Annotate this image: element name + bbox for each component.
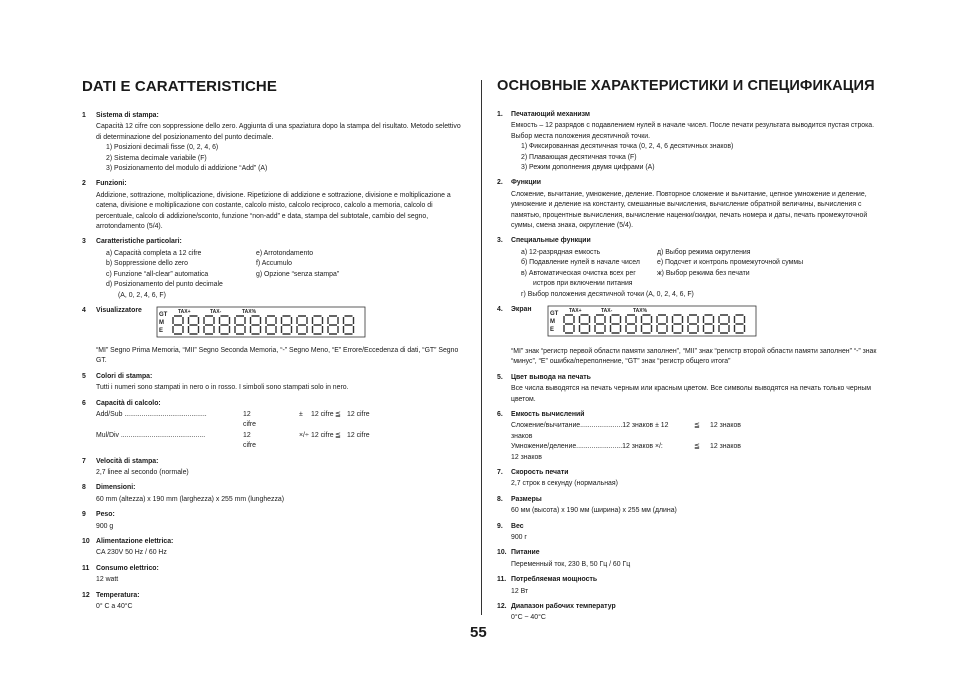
section-text: 60 mm (altezza) x 190 mm (larghezza) x 255 mm (lunghezza) xyxy=(96,495,285,503)
lcd-digit xyxy=(735,315,745,333)
page-number: 55 xyxy=(470,624,487,641)
section-title: Функции xyxy=(511,179,542,187)
section-text: Все числа выводятся на печать черным или красным цветом. Все символы выводятся на печать только черным цветом. xyxy=(511,385,872,403)
ru-section-2: 2. Функции Сложение, вычитание, умножение, деление. Повторное сложение и вычитание, цепное умножение и деление, умножение и деление на константу, смешанные вычисления, вычисление обратной величины, вычисления с памятью, процентные вычисления, вычисление наценки/скидки, печать номера и даты, печать промежуточной суммы, смена знака, округление (5/4). xyxy=(497,178,887,231)
section-text: 0°C ~ 40°C xyxy=(511,614,546,622)
lcd-digit xyxy=(297,316,307,334)
section-title: Visualizzatore xyxy=(96,306,142,314)
section-text: Tutti i numeri sono stampati in nero o in rosso. I simboli sono stampati solo in nero. xyxy=(96,384,349,392)
lcd-digit xyxy=(719,315,729,333)
lcd-digit xyxy=(344,316,354,334)
list-item: б) Подавление нулей в начале чисел xyxy=(521,259,640,267)
lcd-digit xyxy=(564,315,574,333)
lcd-side-label: E xyxy=(159,327,164,334)
section-title: Цвет вывода на печать xyxy=(511,373,591,381)
ru-section-5: 5. Цвет вывода на печать Все числа выводятся на печать черным или красным цветом. Все символы выводятся на печать только черным цветом. xyxy=(497,373,887,405)
lcd-digit xyxy=(595,315,605,333)
lcd-side-label: M xyxy=(550,318,555,325)
list-item: а) 12-разрядная емкость xyxy=(521,248,601,256)
list-item: в) Автоматическая очистка всех рег xyxy=(521,269,636,277)
lcd-side-label: GT xyxy=(159,311,168,318)
section-title: Capacità di calcolo: xyxy=(96,399,161,407)
list-item: 1) Фиксированная десятичная точка (0, 2, 4, 6 десятичных знаков) xyxy=(521,143,734,151)
capacity-row: Mul/Div ............................................ 12 cifre ×/÷ 12 cifre ≦ 12 cifre xyxy=(96,431,370,450)
lcd-digit xyxy=(173,316,183,334)
ru-section-12: 12. Диапазон рабочих температур 0°C ~ 40°C xyxy=(497,602,887,624)
lcd-digit xyxy=(673,315,683,333)
lcd-digit xyxy=(313,316,323,334)
list-item: g) Opzione “senza stampa” xyxy=(256,270,340,278)
ru-section-6: 6. Емкость вычислений Сложение/вычитание......................12 знаков ± 12 знаков ≦ 12 знаков Умножение/деление........................12 знаков ×/: 12 знаков ≦ 12 знаков xyxy=(497,410,887,463)
it-section-11: 11 Consumo elettrico: 12 watt xyxy=(82,564,462,586)
section-title: Экран xyxy=(511,305,532,313)
list-item: истров при включении питания xyxy=(533,280,633,288)
section-title: Специальные функции xyxy=(511,237,591,245)
ru-section-11: 11. Потребляемая мощность 12 Вт xyxy=(497,575,887,597)
ru-section-9: 9. Вес 900 г xyxy=(497,522,887,544)
lcd-digit xyxy=(657,315,667,333)
it-section-10: 10 Alimentazione elettrica: CA 230V 50 Hz / 60 Hz xyxy=(82,537,462,559)
section-title: Печатающий механизм xyxy=(511,111,590,118)
list-item: (A, 0, 2, 4, 6, F) xyxy=(118,291,166,299)
list-item: 2) Sistema decimale variabile (F) xyxy=(106,154,207,162)
section-text: 2,7 linee al secondo (normale) xyxy=(96,468,189,476)
lcd-display-diagram xyxy=(156,306,366,338)
section-text: “MI” Segno Prima Memoria, “MII” Segno Seconda Memoria, “-” Segno Meno, “E” Errore/Eccedenza di dati, “GT” Segno GT. xyxy=(96,346,459,365)
section-title: Питание xyxy=(511,549,540,557)
section-title: Sistema di stampa: xyxy=(96,112,159,119)
section-text: Addizione, sottrazione, moltiplicazione, divisione. Ripetizione di addizione e sottrazione, divisione e moltiplicazione a catena, divisione e moltiplicazione con costante, calcolo misto, calcolo reciproco, calcolo a memoria, calcolo di percentuale, calcolo di addizione/sconto, funzione “non-add” e data, stampa del subtotale, cambio del segno, arrotondamento (5/4). xyxy=(96,191,451,231)
lcd-display-diagram xyxy=(547,305,757,337)
section-title: Caratteristiche particolari: xyxy=(96,238,182,246)
lcd-tax-label: TAX+ xyxy=(569,307,582,314)
lcd-tax-label: TAX% xyxy=(242,308,257,315)
capacity-row: Сложение/вычитание......................12 знаков ± 12 знаков ≦ 12 знаков xyxy=(511,422,741,440)
it-section-1: 1 Sistema di stampa: Capacità 12 cifre con soppressione dello zero. Aggiunta di una spaziatura dopo la stampa del risultato. Metodo selettivo di determinazione del posizionamento del punto decimale. 1) Posizioni decimali fisse (0, 2, 4, 6) 2) Sistema decimale variabile (F) 3) Posizionamento del modulo di addizione “Add” (A) xyxy=(82,111,462,174)
list-item: c) Funzione “all-clear” automatica xyxy=(106,270,209,278)
lcd-digit xyxy=(642,315,652,333)
list-item: 3) Posizionamento del modulo di addizione “Add” (A) xyxy=(106,165,268,173)
lcd-digit xyxy=(189,316,199,334)
section-text: 60 мм (высота) x 190 мм (ширина) x 255 мм (длина) xyxy=(511,507,677,515)
list-item: д) Выбор режима округления xyxy=(657,248,751,256)
lcd-digit xyxy=(626,315,636,333)
section-title: Peso: xyxy=(96,511,115,519)
list-item: е) Подсчет и контроль промежуточной суммы xyxy=(657,259,804,267)
section-title: Размеры xyxy=(511,495,542,503)
lcd-tax-label: TAX- xyxy=(601,307,613,314)
section-title: Емкость вычислений xyxy=(511,410,585,418)
section-title: Alimentazione elettrica: xyxy=(96,538,174,545)
russian-title: ОСНОВНЫЕ ХАРАКТЕРИСТИКИ И СПЕЦИФИКАЦИЯ xyxy=(497,78,875,94)
section-title: Диапазон рабочих температур xyxy=(511,603,616,611)
section-title: Colori di stampa: xyxy=(96,372,153,380)
section-title: Скорость печати xyxy=(511,468,569,476)
section-text: CA 230V 50 Hz / 60 Hz xyxy=(96,549,167,557)
italian-column xyxy=(82,78,462,617)
list-item: b) Soppressione dello zero xyxy=(106,260,188,268)
lcd-tax-label: TAX- xyxy=(210,308,222,315)
list-item: a) Capacità completa a 12 cifre xyxy=(106,249,202,257)
lcd-digit xyxy=(235,316,245,334)
list-item: 1) Posizioni decimali fisse (0, 2, 4, 6) xyxy=(106,144,219,152)
section-text: Capacità 12 cifre con soppressione dello zero. Aggiunta di una spaziatura dopo la stampa del risultato. Metodo selettivo di determinazione del posizionamento del punto decimale. xyxy=(96,123,461,141)
section-title: Dimensioni: xyxy=(96,484,136,492)
lcd-side-label: M xyxy=(159,319,164,326)
ru-section-10: 10. Питание Переменный ток, 230 В, 50 Гц / 60 Гц xyxy=(497,548,887,570)
lcd-digit xyxy=(220,316,230,334)
list-item: 2) Плавающая десятичная точка (F) xyxy=(521,153,637,161)
section-text: Емкость – 12 разрядов с подавлением нулей в начале чисел. После печати результата выводится пустая строка. Выбор места положения десятичной точки. xyxy=(511,122,875,140)
italian-title: DATI E CARATTERISTICHE xyxy=(82,78,277,95)
column-divider xyxy=(481,80,482,615)
section-text: “MI” знак “регистр первой области памяти заполнен”, “MII” знак “регистр второй области памяти заполнен” “-” знак “минус”, “E” ошибка/переполнение, “GT” знак “регистр общего итога” xyxy=(511,347,877,366)
lcd-digit xyxy=(688,315,698,333)
it-section-6: 6 Capacità di calcolo: Add/Sub ........................................... 12 cifre ± 12 cifre ≦ 12 cifre Mul/Div ............................................ 12 cifre ×/÷ 12 cifre ≦ 12 cifre xyxy=(82,399,462,452)
lcd-digit xyxy=(204,316,214,334)
capacity-row: Умножение/деление........................12 знаков ×/: 12 знаков ≦ 12 знаков xyxy=(511,443,741,461)
section-text: 2,7 строк в секунду (нормальная) xyxy=(511,480,618,488)
ru-section-8: 8. Размеры 60 мм (высота) x 190 мм (ширина) x 255 мм (длина) xyxy=(497,495,887,517)
section-text: 0° C a 40°C xyxy=(96,603,133,611)
it-section-8: 8 Dimensioni: 60 mm (altezza) x 190 mm (larghezza) x 255 mm (lunghezza) xyxy=(82,483,462,505)
section-title: Вес xyxy=(511,522,524,530)
list-item: ж) Выбор режима без печати xyxy=(657,269,750,277)
list-item: d) Posizionamento del punto decimale xyxy=(106,281,223,289)
ru-section-3: 3. Специальные функции а) 12-разрядная емкость д) Выбор режима округления б) Подавление нулей в начале чисел е) Подсчет и контроль промежуточной суммы в) Автоматическая очистка всех рег ж) Выбор режима без печати истров при включении питания г) Выбор положения десятичной точки (A, 0, 2, 4, 6, F) xyxy=(497,236,887,299)
lcd-side-label: GT xyxy=(550,310,559,317)
lcd-digit xyxy=(580,315,590,333)
section-text: 900 г xyxy=(511,534,527,541)
section-title: Потребляемая мощность xyxy=(511,576,598,584)
lcd-digit xyxy=(266,316,276,334)
lcd-digit xyxy=(251,316,261,334)
list-item: г) Выбор положения десятичной точки (A, 0, 2, 4, 6, F) xyxy=(521,290,694,298)
lcd-digit xyxy=(328,316,338,334)
section-text: 12 watt xyxy=(96,576,119,584)
russian-column xyxy=(497,78,887,629)
it-section-2: 2 Funzioni: Addizione, sottrazione, moltiplicazione, divisione. Ripetizione di addizione e sottrazione, divisione e moltiplicazione a catena, divisione e moltiplicazione con costante, calcolo misto, calcolo reciproco, calcolo a memoria, calcolo di percentuale, calcolo di addizione/sconto, funzione “non-add” e data, stampa del subtotale, cambio del segno, arrotondamento (5/4). xyxy=(82,179,462,232)
section-title: Velocità di stampa: xyxy=(96,457,159,465)
section-title: Temperatura: xyxy=(96,591,140,599)
it-section-9: 9 Peso: 900 g xyxy=(82,510,462,532)
lcd-digit xyxy=(282,316,292,334)
section-text: 12 Вт xyxy=(511,587,529,595)
section-text: Сложение, вычитание, умножение, деление. Повторное сложение и вычитание, цепное умножение и деление, умножение и деление на константу, смешанные вычисления, вычисление обратной величины, вычисления с памятью, процентные вычисления, вычисление наценки/скидки, печать номера и даты, печать промежуточной суммы, смена знака, округление (5/4). xyxy=(511,190,868,230)
section-text: 900 g xyxy=(96,522,114,530)
section-text: Переменный ток, 230 В, 50 Гц / 60 Гц xyxy=(511,560,631,568)
lcd-tax-label: TAX+ xyxy=(178,308,191,315)
list-item: e) Arrotondamento xyxy=(256,249,314,257)
ru-section-7: 7. Скорость печати 2,7 строк в секунду (нормальная) xyxy=(497,468,887,490)
it-section-7: 7 Velocità di stampa: 2,7 linee al secondo (normale) xyxy=(82,457,462,479)
list-item: f) Accumulo xyxy=(256,260,292,268)
it-section-4: 4 Visualizzatore GT M E TAX+ TAX- TAX% “MI” Segno Prima Memoria, “MII” Segno Seconda Memoria, “-” Segno Meno, “E” Errore/Eccedenza di dati, “GT” Segno GT. xyxy=(82,306,462,367)
section-title: Consumo elettrico: xyxy=(96,564,159,572)
it-section-3: 3 Caratteristiche particolari: a) Capacità completa a 12 cifre e) Arrotondamento b) Soppressione dello zero f) Accumulo c) Funzione “all-clear” automatica g) Opzione “senza stampa” d) Posizionamento del punto decimale (A, 0, 2, 4, 6, F) xyxy=(82,237,462,300)
it-section-12: 12 Temperatura: 0° C a 40°C xyxy=(82,591,462,613)
ru-section-4: 4. Экран GT M E TAX+ TAX- TAX% “MI” знак “регистр первой области памяти заполнен”, “MII” знак “регистр второй области памяти заполнен” “-” знак “минус”, “E” ошибка/переполнение, “GT” знак “регистр общего итога” xyxy=(497,305,887,368)
lcd-digit xyxy=(704,315,714,333)
ru-section-1: 1. Печатающий механизм Емкость – 12 разрядов с подавлением нулей в начале чисел. После печати результата выводится пустая строка. Выбор места положения десятичной точки. 1) Фиксированная десятичная точка (0, 2, 4, 6 десятичных знаков) 2) Плавающая десятичная точка (F) 3) Режим дополнения двумя цифрами (A) xyxy=(497,110,887,173)
lcd-digit xyxy=(611,315,621,333)
lcd-tax-label: TAX% xyxy=(633,307,648,314)
it-section-5: 5 Colori di stampa: Tutti i numeri sono stampati in nero o in rosso. I simboli sono stampati solo in nero. xyxy=(82,372,462,394)
capacity-row: Add/Sub ........................................... 12 cifre ± 12 cifre ≦ 12 cifre xyxy=(96,410,370,429)
section-title: Funzioni: xyxy=(96,180,127,188)
lcd-side-label: E xyxy=(550,326,555,333)
list-item: 3) Режим дополнения двумя цифрами (A) xyxy=(521,164,655,172)
